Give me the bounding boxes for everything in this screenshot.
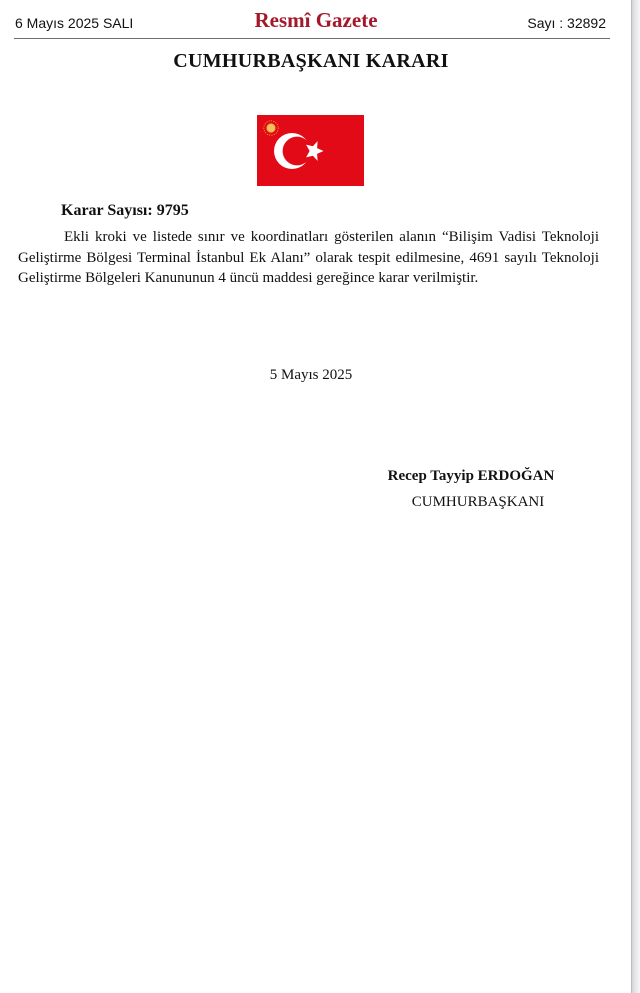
gazette-title: Resmî Gazete bbox=[254, 8, 378, 32]
document-title: CUMHURBAŞKANI KARARI bbox=[173, 50, 449, 72]
decision-body: Ekli kroki ve listede sınır ve koordinatları gösterilen alanın “Bilişim Vadisi Teknoloji Geliştirme Bölgesi Terminal İstanbul Ek Alanı” olarak tespit edilmesine, 4691 sayılı Teknoloji Geliştirme Bölgeleri Kanununun 4 üncü maddesi gereğince karar verilmiştir. bbox=[18, 229, 599, 286]
crescent-inner bbox=[283, 137, 312, 166]
decision-date: 5 Mayıs 2025 bbox=[269, 367, 353, 383]
header-date: 6 Mayıs 2025 SALI bbox=[15, 15, 134, 31]
decision-number: Karar Sayısı: 9795 bbox=[61, 202, 189, 219]
header-divider bbox=[14, 38, 610, 39]
page-edge-shadow bbox=[632, 0, 640, 993]
signatory-name: Recep Tayyip ERDOĞAN bbox=[387, 468, 555, 484]
turkish-flag-icon bbox=[257, 115, 364, 186]
issue-number: Sayı : 32892 bbox=[527, 15, 606, 31]
signatory-title: CUMHURBAŞKANI bbox=[411, 494, 545, 510]
